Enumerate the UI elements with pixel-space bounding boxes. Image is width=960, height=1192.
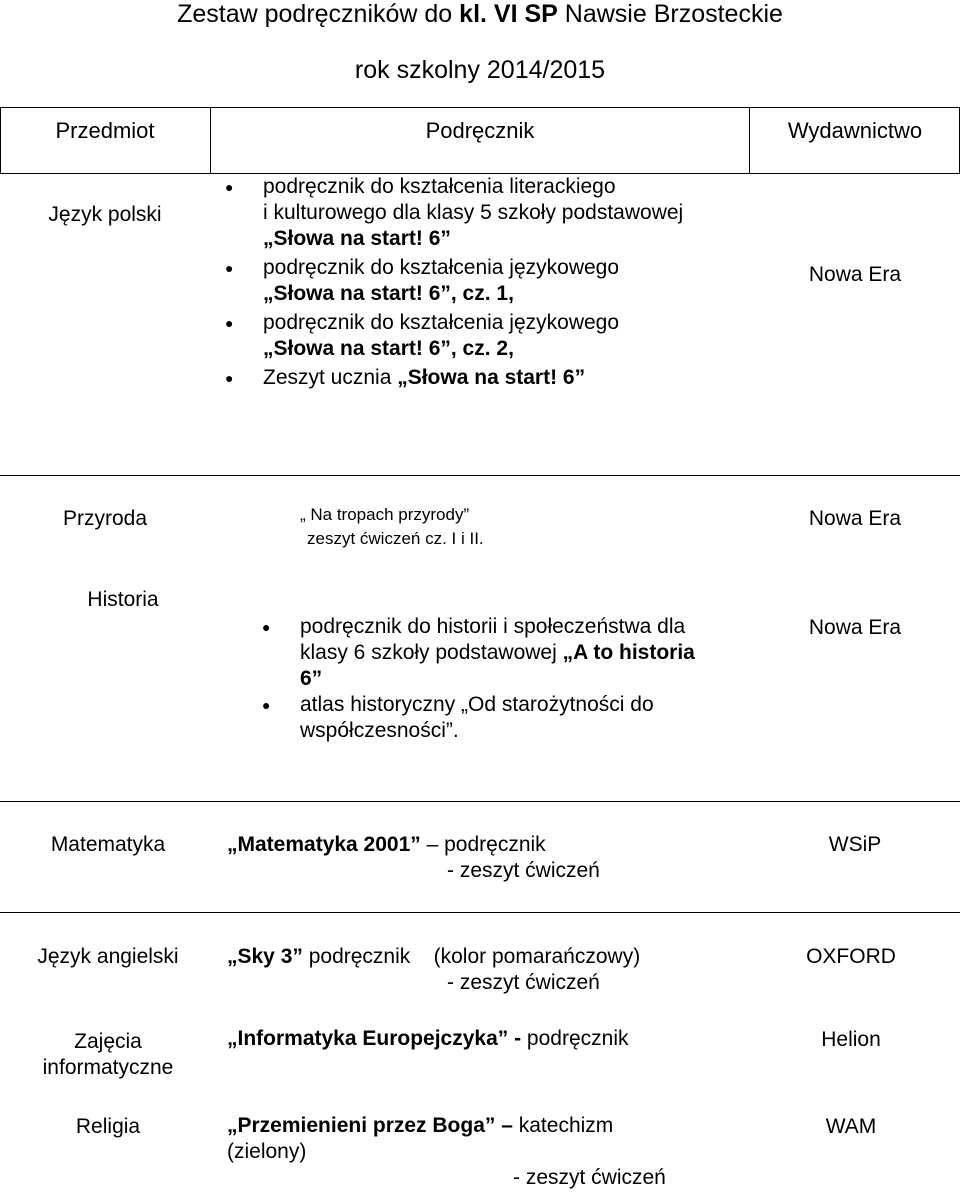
subject-matematyka: Matematyka	[50, 833, 166, 856]
header-publisher: Wydawnictwo	[787, 118, 923, 143]
list-item: ● atlas historyczny „Od starożytności do współczesności”.	[300, 692, 695, 744]
list-item: ● podręcznik do historii i społeczeństwa dla klasy 6 szkoły podstawowej „A to historia 6”	[300, 614, 695, 692]
subject-informatyka: Zajęcia informatyczne	[42, 1030, 174, 1079]
subject-polski: Język polski	[48, 203, 162, 226]
publisher-angielski: OXFORD	[806, 945, 896, 968]
header-book: Podręcznik	[425, 118, 535, 143]
list-item: ● podręcznik do kształcenia językowego „Słowa na start! 6”, cz. 2,	[263, 310, 683, 362]
header-subject: Przedmiot	[55, 118, 155, 143]
subject-religia: Religia	[75, 1115, 141, 1138]
page-title: Zestaw podręczników do kl. VI SP Nawsie Brzosteckie	[177, 0, 783, 28]
book-przyroda: „ Na tropach przyrody” zeszyt ćwiczeń cz. I i II.	[300, 505, 484, 548]
book-list-historia	[300, 614, 695, 744]
book-matematyka: „Matematyka 2001” – podręcznik - zeszyt ćwiczeń	[227, 833, 600, 882]
publisher-informatyka: Helion	[821, 1028, 881, 1051]
book-religia: „Przemienieni przez Boga” – katechizm (zielony) - zeszyt ćwiczeń	[227, 1114, 666, 1189]
book-list-polski	[263, 174, 683, 391]
publisher-przyroda: Nowa Era	[808, 507, 902, 530]
list-item: ● podręcznik do kształcenia literackiego i kulturowego dla klasy 5 szkoły podstawowej „Słowa na start! 6”	[263, 174, 683, 252]
school-year: rok szkolny 2014/2015	[354, 56, 606, 84]
subject-historia: Historia	[87, 588, 159, 611]
list-item: ● podręcznik do kształcenia językowego „Słowa na start! 6”, cz. 1,	[263, 255, 683, 307]
subject-przyroda: Przyroda	[62, 507, 148, 530]
table-border-top	[0, 107, 960, 108]
table-row-divider	[0, 475, 960, 476]
subject-angielski: Język angielski	[37, 945, 179, 968]
list-item: ● Zeszyt ucznia „Słowa na start! 6”	[263, 365, 683, 391]
publisher-religia: WAM	[825, 1115, 877, 1138]
publisher-polski: Nowa Era	[808, 263, 902, 286]
publisher-matematyka: WSiP	[828, 833, 882, 856]
publisher-historia: Nowa Era	[808, 616, 902, 639]
book-angielski: „Sky 3” podręcznik (kolor pomarańczowy) - zeszyt ćwiczeń	[227, 945, 641, 994]
book-informatyka: „Informatyka Europejczyka” - podręcznik	[227, 1027, 629, 1050]
table-row-divider	[0, 912, 960, 913]
table-row-divider	[0, 801, 960, 802]
